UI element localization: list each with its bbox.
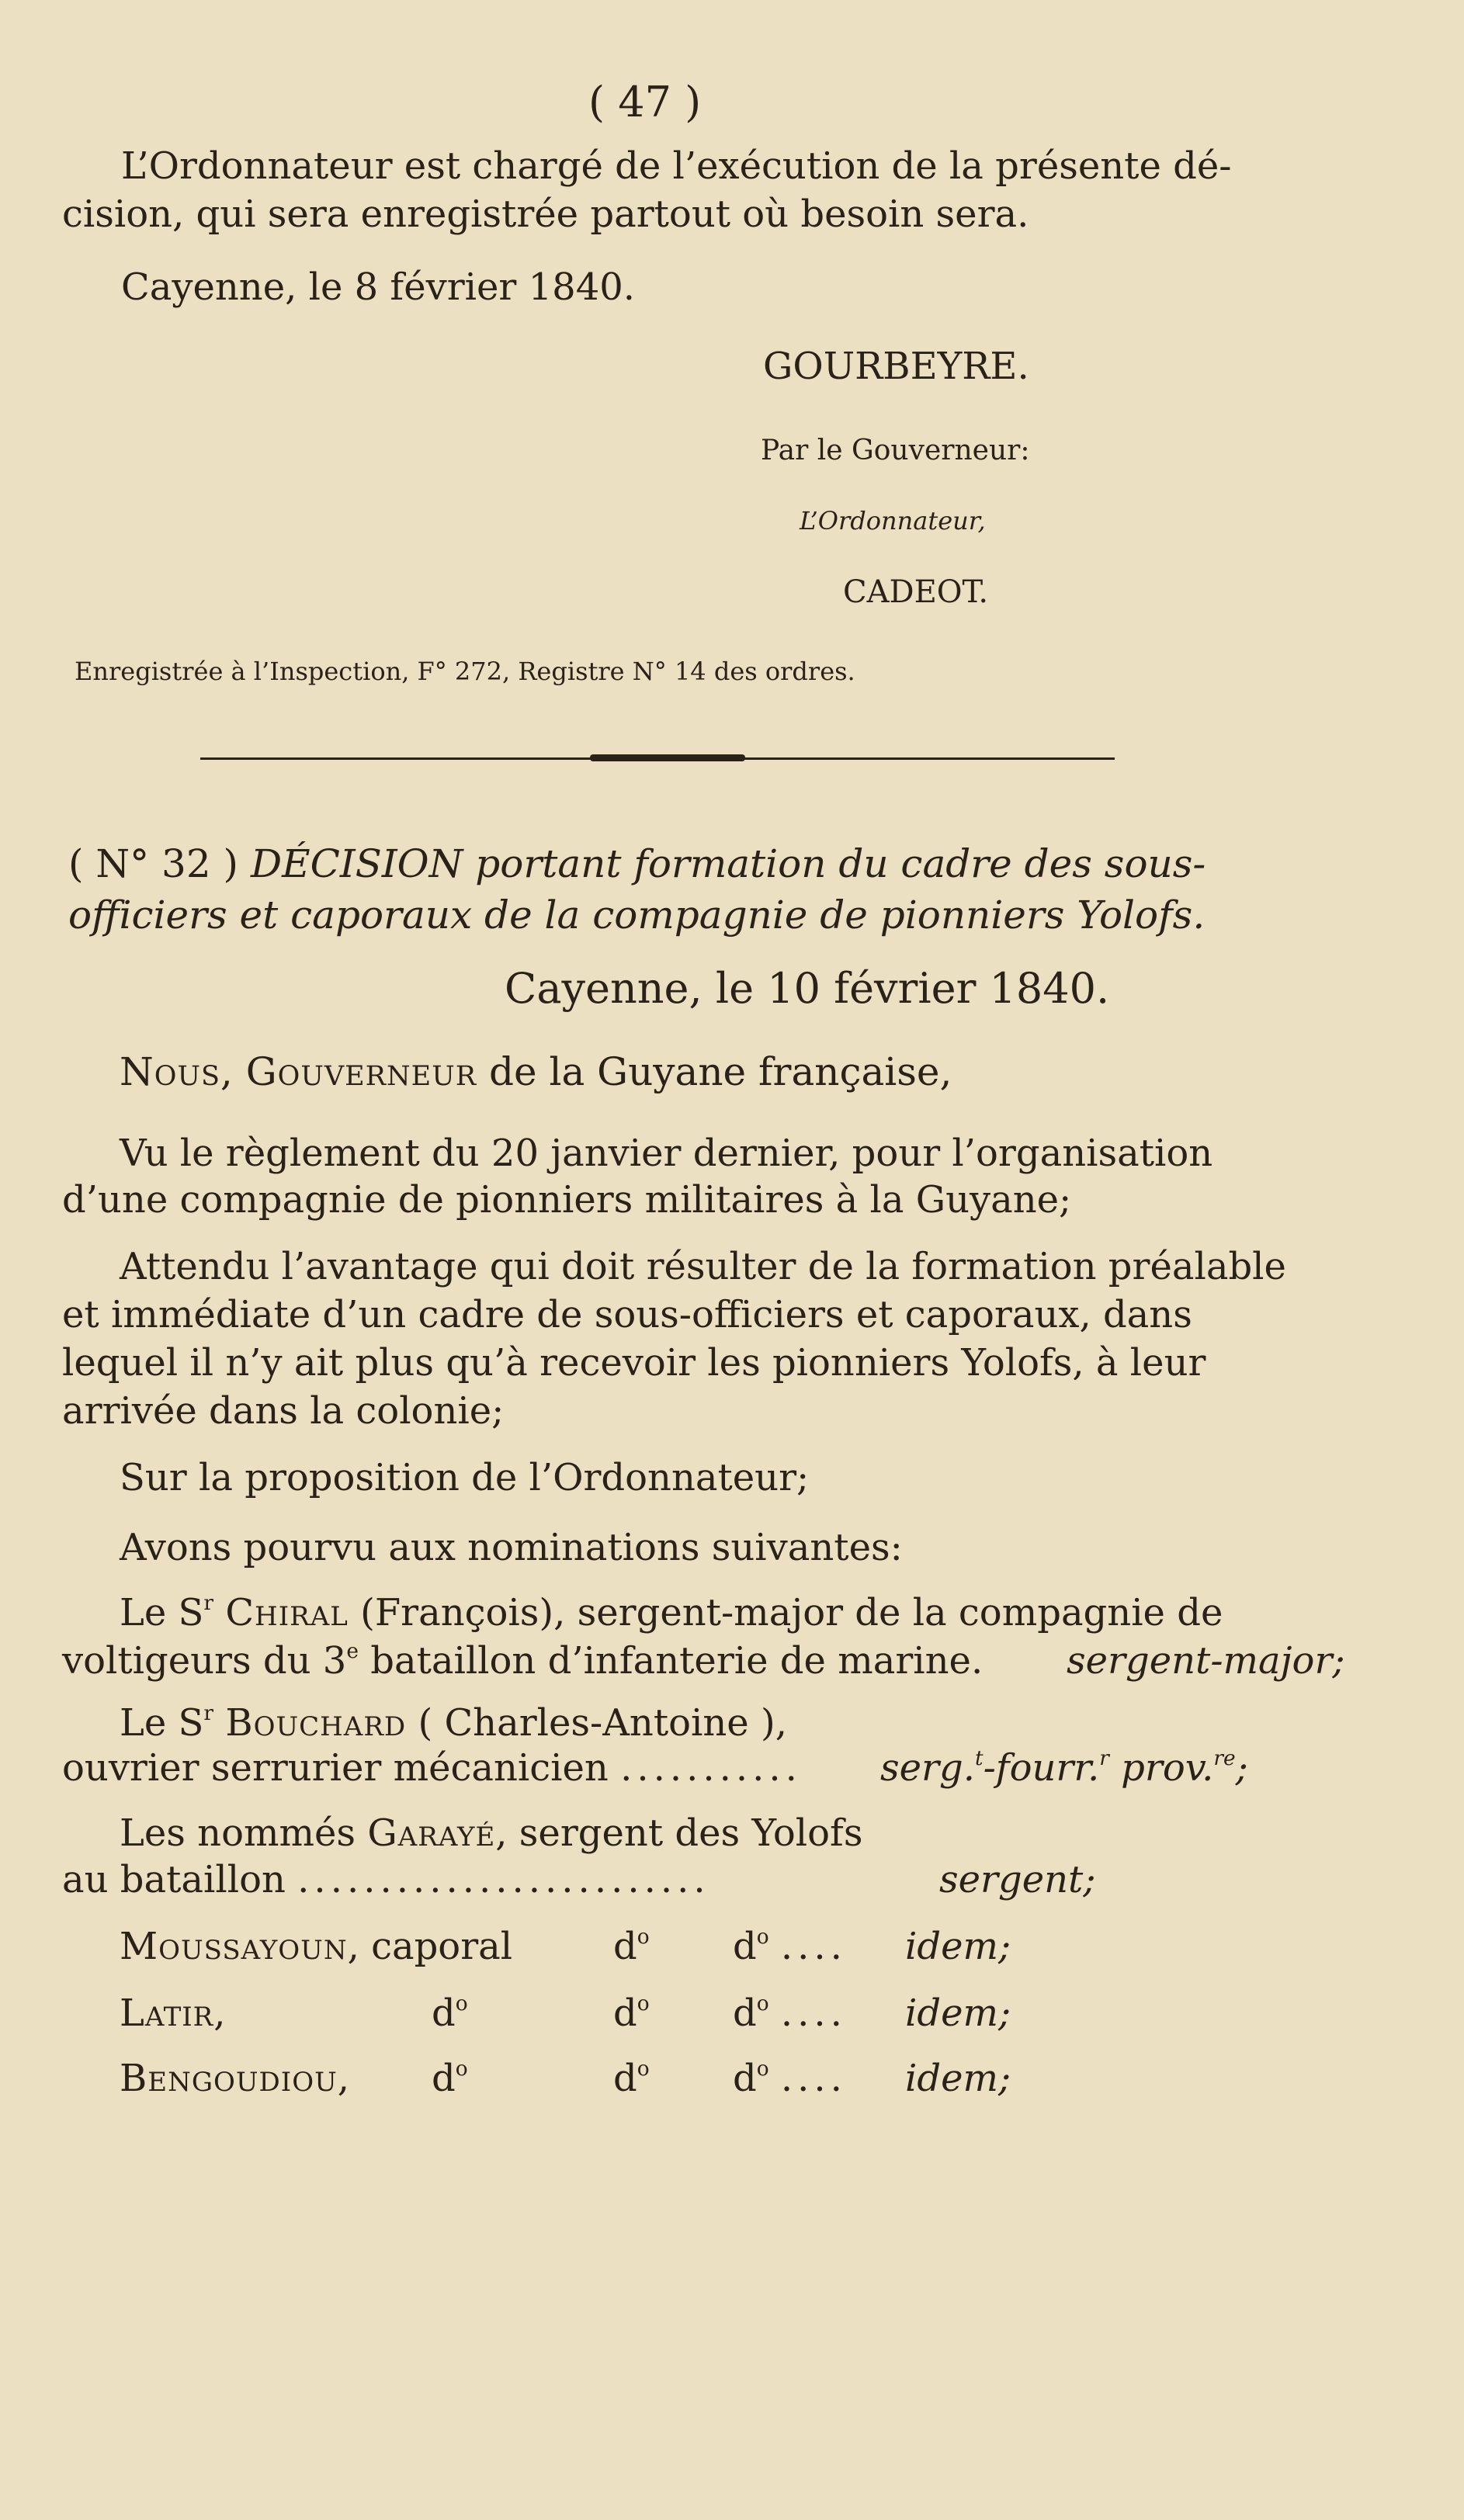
nominee-name: Latir <box>120 1991 214 2035</box>
date-line: Cayenne, le 8 février 1840. <box>121 265 636 309</box>
nominee-grade: idem; <box>905 1991 1011 2035</box>
signer-name: GOURBEYRE. <box>763 345 1029 388</box>
ditto-mark: $d^o$ <box>432 2057 468 2100</box>
nominee-grade: serg.$^t$-fourr.$^r$ prov.$^{re}$; <box>880 1746 1248 1790</box>
ditto-mark: $d^o$ <box>613 2057 650 2100</box>
nomination-line: Le $S^r$ Chiral (François), sergent-major de la compagnie de <box>120 1591 1223 1634</box>
preamble-rest: de la Guyane française, <box>488 1049 952 1094</box>
nominee-name: Moussayoun <box>120 1925 348 1968</box>
nominee-grade: idem; <box>905 1925 1011 1968</box>
paragraph-line: L’Ordonnateur est chargé de l’exécution de la présente dé- <box>121 144 1232 188</box>
table-row: Moussayoun, caporal <box>120 1925 513 1968</box>
paragraph-line: Sur la proposition de l’Ordonnateur; <box>120 1456 810 1499</box>
ditto-mark: $d^o$ .... <box>733 1991 847 2035</box>
nomination-line: ouvrier serrurier mécanicien ........... <box>62 1746 802 1790</box>
decision-title: DÉCISION portant formation du cadre des sous- <box>250 841 1206 886</box>
registration-note: Enregistrée à l’Inspection, F° 272, Registre N° 14 des ordres. <box>75 657 855 686</box>
nominee-name: Bouchard <box>225 1701 407 1745</box>
nomination-line: au bataillon ......................... <box>62 1858 710 1901</box>
nominee-name: Bengoudiou <box>120 2057 338 2100</box>
nominee-grade: sergent-major; <box>1067 1639 1345 1683</box>
countersigner-name: CADEOT. <box>843 574 989 610</box>
decision-heading-line <box>68 841 1206 886</box>
decision-title-line2: officiers et caporaux de la compagnie de pionniers Yolofs. <box>68 893 1206 938</box>
ditto-mark: $d^o$ <box>613 1925 650 1968</box>
nomination-line: Le $S^r$ Bouchard ( Charles-Antoine ), <box>120 1701 787 1745</box>
section-divider-ornament <box>590 754 745 761</box>
table-row: Latir, <box>120 1991 226 2035</box>
table-row: Bengoudiou, <box>120 2057 350 2100</box>
paragraph-line: d’une compagnie de pionniers militaires à la Guyane; <box>62 1178 1072 1222</box>
ditto-mark: $d^o$ <box>613 1991 650 2035</box>
nominee-grade: idem; <box>905 2057 1011 2100</box>
nomination-line: voltigeurs du 3e bataillon d’infanterie de marine. <box>62 1639 984 1683</box>
nous-label: Nous, <box>120 1049 234 1094</box>
decision-number: ( N° 32 ) <box>68 841 239 886</box>
page-number: ( 47 ) <box>588 78 702 127</box>
nominee-name: Chiral <box>225 1591 349 1634</box>
preamble <box>120 1049 952 1094</box>
nomination-line: Les nommés Garayé, sergent des Yolofs <box>120 1811 863 1855</box>
paragraph-line: cision, qui sera enregistrée partout où besoin sera. <box>62 192 1029 236</box>
ditto-mark: $d^o$ .... <box>733 2057 847 2100</box>
signer-role: L’Ordonnateur, <box>800 506 986 536</box>
paragraph-line: Attendu l’avantage qui doit résulter de la formation préalable <box>120 1245 1286 1288</box>
nominee-grade: sergent; <box>939 1858 1096 1901</box>
gouverneur-label: Gouverneur <box>245 1049 477 1094</box>
paragraph-line: arrivée dans la colonie; <box>62 1389 505 1433</box>
paragraph-line: Vu le règlement du 20 janvier dernier, pour l’organisation <box>120 1132 1213 1175</box>
decision-date: Cayenne, le 10 février 1840. <box>505 964 1110 1013</box>
paragraph-line: et immédiate d’un cadre de sous-officiers et caporaux, dans <box>62 1293 1192 1336</box>
paragraph-line: Avons pourvu aux nominations suivantes: <box>120 1526 903 1569</box>
paragraph-line: lequel il n’y ait plus qu’à recevoir les pionniers Yolofs, à leur <box>62 1341 1206 1385</box>
par-le-gouverneur: Par le Gouverneur: <box>761 435 1030 466</box>
nominee-name: Garayé <box>367 1811 496 1855</box>
ditto-mark: $d^o$ <box>432 1991 468 2035</box>
ditto-mark: $d^o$ .... <box>733 1925 847 1968</box>
